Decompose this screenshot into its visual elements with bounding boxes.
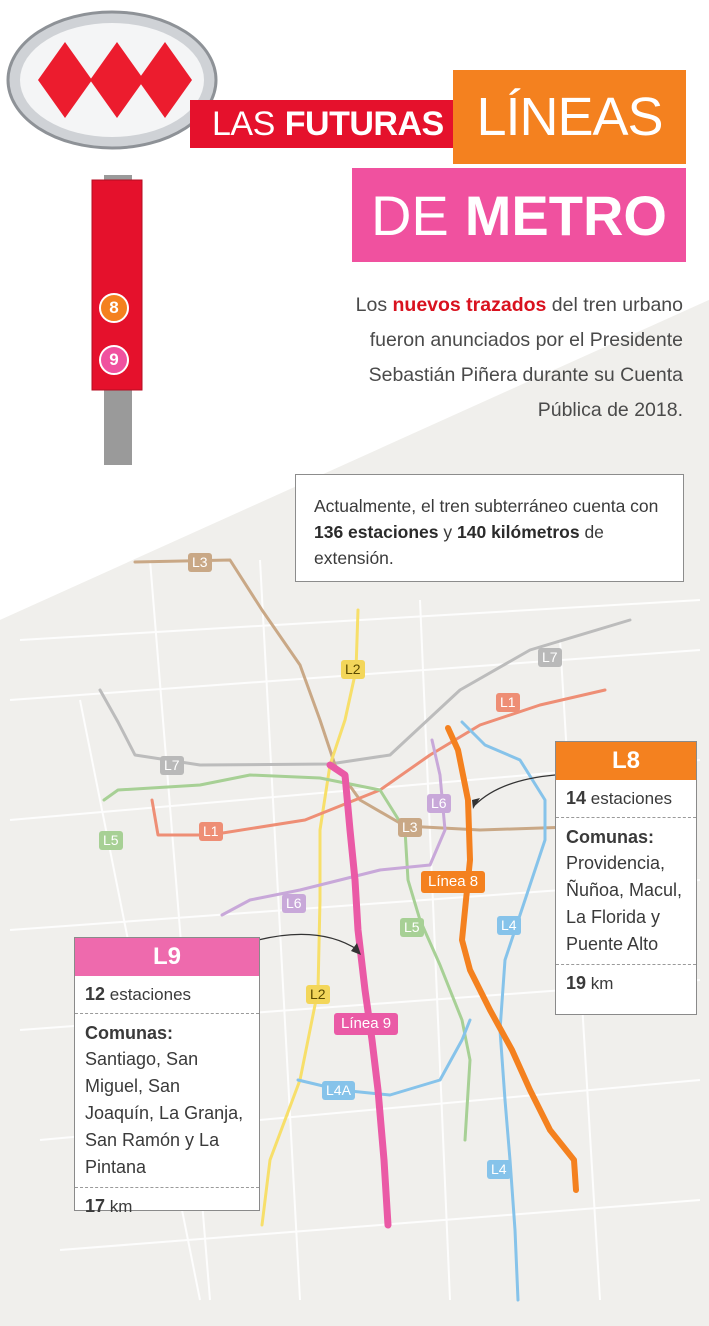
- info-kilometers: 140 kilómetros: [457, 522, 580, 542]
- map-label-L5-left: L5: [99, 831, 123, 850]
- map-label-L2-bottom: L2: [306, 985, 330, 1004]
- title-word-futuras: FUTURAS: [284, 105, 444, 143]
- card-l8-stations-number: 14: [566, 788, 587, 808]
- map-label-L4-mid: L4: [497, 916, 521, 935]
- card-l9-km-unit: km: [105, 1197, 133, 1216]
- card-l9-length: [75, 1188, 259, 1225]
- sign-badge-8: 8: [99, 293, 129, 323]
- map-label-linea-8: Línea 8: [421, 871, 485, 893]
- map-label-L3-top: L3: [188, 553, 212, 572]
- info-stations: 136 estaciones: [314, 522, 439, 542]
- map-label-linea-9: Línea 9: [334, 1013, 398, 1035]
- card-l9-stations-word: estaciones: [105, 985, 192, 1004]
- card-l9-comunas-list: Santiago, San Miguel, San Joaquín, La Granja, San Ramón y La Pintana: [85, 1049, 244, 1177]
- title-word-de: DE: [370, 183, 449, 247]
- card-line-9: [74, 937, 260, 1216]
- card-l9-stations: [75, 976, 259, 1014]
- map-label-L1-right: L1: [496, 693, 520, 712]
- card-l8-stations: [556, 780, 696, 818]
- map-label-L7-left: L7: [160, 756, 184, 775]
- card-line-8: [555, 741, 697, 1015]
- metro-logo: [38, 42, 192, 118]
- map-label-L7-right: L7: [538, 648, 562, 667]
- card-l8-comunas: [556, 818, 696, 965]
- title-part-2: [453, 70, 686, 164]
- current-network-box: [295, 474, 684, 582]
- intro-after: del tren urbano fueron anunciados por el Presidente Sebastián Piñera durante su Cuenta Pública de 2018.: [368, 294, 683, 421]
- title-word-metro: METRO: [464, 183, 667, 247]
- title-word-las: LAS: [212, 105, 275, 143]
- map-label-L4-bottom: L4: [487, 1160, 511, 1179]
- map-label-L3-mid: L3: [398, 818, 422, 837]
- card-l9-km-number: 17: [85, 1196, 106, 1216]
- title-word-lineas: LÍNEAS: [476, 87, 663, 147]
- title-part-1: [190, 100, 458, 148]
- card-l8-stations-word: estaciones: [586, 789, 673, 808]
- map-label-L4A: L4A: [322, 1081, 355, 1100]
- map-label-L6-left: L6: [282, 894, 306, 913]
- intro-before: Los: [355, 294, 393, 316]
- card-l8-comunas-list: Providencia, Ñuñoa, Macul, La Florida y Puente Alto: [566, 853, 683, 954]
- card-l9-title: L9: [75, 938, 259, 976]
- sign-badge-9: 9: [99, 345, 129, 375]
- card-l9-comunas: [75, 1014, 259, 1188]
- info-text-3: de extensión.: [314, 522, 604, 568]
- card-l9-stations-number: 12: [85, 984, 106, 1004]
- info-text-1: Actualmente, el tren subterráneo cuenta con: [314, 496, 659, 516]
- map-label-L2-top: L2: [341, 660, 365, 679]
- intro-paragraph: [303, 288, 683, 428]
- card-l8-length: [556, 965, 696, 1002]
- card-l8-comunas-label: Comunas:: [566, 827, 655, 847]
- map-label-L6-right: L6: [427, 794, 451, 813]
- info-text-2: y: [438, 522, 458, 542]
- intro-highlight: nuevos trazados: [392, 294, 547, 316]
- map-label-L5-mid: L5: [400, 918, 424, 937]
- map-label-L1-left: L1: [199, 822, 223, 841]
- card-l8-km-number: 19: [566, 973, 587, 993]
- card-l8-km-unit: km: [586, 974, 614, 993]
- card-l8-title: L8: [556, 742, 696, 780]
- card-l9-comunas-label: Comunas:: [85, 1023, 174, 1043]
- title-part-3: [352, 168, 686, 262]
